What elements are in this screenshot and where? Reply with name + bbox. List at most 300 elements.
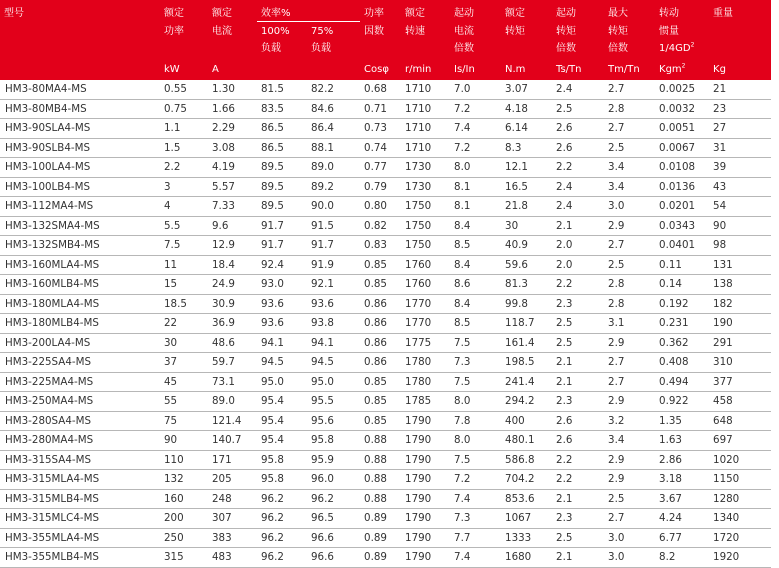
cell-eff-full-load: 89.5 <box>257 158 307 178</box>
cell-eff-75-load: 94.1 <box>307 333 360 353</box>
cell-eff-75-load: 91.5 <box>307 216 360 236</box>
cell-model: HM3-100LB4-MS <box>0 177 160 197</box>
cell-power-factor: 0.77 <box>360 158 401 178</box>
cell-inertia: 0.0136 <box>655 177 709 197</box>
cell-power-factor: 0.80 <box>360 197 401 217</box>
cell-start-torque-ratio: 2.6 <box>552 411 604 431</box>
cell-rated-speed: 1710 <box>401 99 450 119</box>
cell-power-factor: 0.85 <box>360 411 401 431</box>
cell-inertia: 0.494 <box>655 372 709 392</box>
table-row <box>0 392 771 412</box>
cell-rated-speed: 1730 <box>401 158 450 178</box>
cell-rated-power: 90 <box>160 431 208 451</box>
cell-max-torque-ratio: 3.4 <box>604 431 655 451</box>
cell-weight: 31 <box>709 138 771 158</box>
cell-power-factor: 0.73 <box>360 119 401 139</box>
cell-rated-torque: 118.7 <box>501 314 552 334</box>
cell-model: HM3-132SMB4-MS <box>0 236 160 256</box>
cell-max-torque-ratio: 2.8 <box>604 99 655 119</box>
cell-weight: 39 <box>709 158 771 178</box>
cell-rated-torque: 81.3 <box>501 275 552 295</box>
cell-rated-power: 3 <box>160 177 208 197</box>
cell-rated-current: 383 <box>208 528 257 548</box>
cell-inertia: 0.231 <box>655 314 709 334</box>
table-row <box>0 470 771 490</box>
cell-inertia: 0.0343 <box>655 216 709 236</box>
cell-power-factor: 0.85 <box>360 275 401 295</box>
unit-current: A <box>212 64 219 75</box>
cell-max-torque-ratio: 2.9 <box>604 333 655 353</box>
cell-power-factor: 0.88 <box>360 489 401 509</box>
cell-eff-75-load: 94.5 <box>307 353 360 373</box>
cell-eff-75-load: 95.0 <box>307 372 360 392</box>
cell-start-torque-ratio: 2.1 <box>552 353 604 373</box>
cell-model: HM3-280MA4-MS <box>0 431 160 451</box>
cell-start-current-ratio: 7.2 <box>450 138 501 158</box>
col-start-current-header: 起动 <box>454 8 475 19</box>
cell-model: HM3-160MLB4-MS <box>0 275 160 295</box>
col-rated-speed-header: 额定 <box>405 8 426 19</box>
unit-speed: r/min <box>405 64 432 75</box>
cell-weight: 21 <box>709 80 771 99</box>
cell-rated-current: 3.08 <box>208 138 257 158</box>
cell-weight: 697 <box>709 431 771 451</box>
cell-power-factor: 0.86 <box>360 294 401 314</box>
cell-start-torque-ratio: 2.5 <box>552 314 604 334</box>
cell-rated-speed: 1770 <box>401 294 450 314</box>
cell-start-current-ratio: 8.0 <box>450 431 501 451</box>
cell-weight: 182 <box>709 294 771 314</box>
cell-start-current-ratio: 7.2 <box>450 99 501 119</box>
cell-model: HM3-250MA4-MS <box>0 392 160 412</box>
col-eff-75-load-header: 75% <box>311 26 334 37</box>
cell-rated-power: 1.5 <box>160 138 208 158</box>
header-row-3 <box>0 39 771 56</box>
cell-eff-75-load: 92.1 <box>307 275 360 295</box>
cell-start-current-ratio: 7.5 <box>450 333 501 353</box>
table-row <box>0 255 771 275</box>
table-header <box>0 0 771 80</box>
cell-eff-full-load: 93.6 <box>257 314 307 334</box>
cell-inertia: 3.18 <box>655 470 709 490</box>
cell-start-current-ratio: 8.4 <box>450 255 501 275</box>
cell-rated-current: 483 <box>208 548 257 568</box>
cell-rated-current: 30.9 <box>208 294 257 314</box>
cell-rated-speed: 1710 <box>401 138 450 158</box>
cell-rated-torque: 241.4 <box>501 372 552 392</box>
cell-eff-75-load: 89.0 <box>307 158 360 178</box>
cell-eff-75-load: 95.8 <box>307 431 360 451</box>
cell-start-torque-ratio: 2.1 <box>552 216 604 236</box>
table-row <box>0 80 771 99</box>
cell-rated-speed: 1790 <box>401 431 450 451</box>
cell-rated-current: 140.7 <box>208 431 257 451</box>
table-row <box>0 353 771 373</box>
col-start-current-header-line3: 倍数 <box>454 43 475 54</box>
cell-eff-75-load: 93.6 <box>307 294 360 314</box>
cell-inertia: 0.0067 <box>655 138 709 158</box>
cell-max-torque-ratio: 3.4 <box>604 158 655 178</box>
col-eff-full-load-header-line2: 负载 <box>261 43 281 54</box>
cell-inertia: 0.0401 <box>655 236 709 256</box>
cell-model: HM3-225MA4-MS <box>0 372 160 392</box>
cell-weight: 1150 <box>709 470 771 490</box>
cell-rated-speed: 1780 <box>401 372 450 392</box>
col-model-header: 型号 <box>4 8 24 19</box>
cell-eff-75-load: 82.2 <box>307 80 360 99</box>
cell-power-factor: 0.88 <box>360 470 401 490</box>
cell-rated-speed: 1790 <box>401 528 450 548</box>
cell-start-current-ratio: 7.4 <box>450 489 501 509</box>
cell-eff-full-load: 86.5 <box>257 119 307 139</box>
col-inertia-header: 转动 <box>659 8 680 19</box>
cell-start-current-ratio: 8.0 <box>450 392 501 412</box>
table-row <box>0 236 771 256</box>
cell-start-torque-ratio: 2.2 <box>552 275 604 295</box>
col-eff-full-load-header: 100% <box>261 26 290 37</box>
cell-rated-current: 9.6 <box>208 216 257 236</box>
cell-model: HM3-225SA4-MS <box>0 353 160 373</box>
cell-start-torque-ratio: 2.3 <box>552 509 604 529</box>
unit-max-torque: Tm/Tn <box>608 64 640 75</box>
cell-rated-current: 171 <box>208 450 257 470</box>
cell-start-torque-ratio: 2.5 <box>552 99 604 119</box>
cell-max-torque-ratio: 2.7 <box>604 119 655 139</box>
col-rated-current-header-line2: 电流 <box>212 25 232 37</box>
cell-rated-current: 73.1 <box>208 372 257 392</box>
table-row <box>0 509 771 529</box>
cell-rated-power: 0.75 <box>160 99 208 119</box>
cell-start-torque-ratio: 2.1 <box>552 489 604 509</box>
col-max-torque-header-line3: 倍数 <box>608 43 629 54</box>
cell-power-factor: 0.85 <box>360 372 401 392</box>
cell-model: HM3-90SLA4-MS <box>0 119 160 139</box>
cell-rated-speed: 1790 <box>401 509 450 529</box>
cell-eff-75-load: 95.6 <box>307 411 360 431</box>
cell-model: HM3-132SMA4-MS <box>0 216 160 236</box>
cell-power-factor: 0.85 <box>360 255 401 275</box>
cell-inertia: 0.11 <box>655 255 709 275</box>
cell-rated-power: 250 <box>160 528 208 548</box>
cell-start-current-ratio: 7.4 <box>450 548 501 568</box>
cell-rated-power: 315 <box>160 548 208 568</box>
cell-max-torque-ratio: 2.5 <box>604 255 655 275</box>
cell-start-current-ratio: 8.1 <box>450 177 501 197</box>
cell-start-current-ratio: 7.0 <box>450 80 501 99</box>
cell-inertia: 6.77 <box>655 528 709 548</box>
cell-weight: 291 <box>709 333 771 353</box>
cell-weight: 648 <box>709 411 771 431</box>
cell-rated-current: 59.7 <box>208 353 257 373</box>
cell-power-factor: 0.68 <box>360 80 401 99</box>
cell-start-torque-ratio: 2.0 <box>552 236 604 256</box>
cell-power-factor: 0.83 <box>360 236 401 256</box>
cell-start-current-ratio: 7.3 <box>450 509 501 529</box>
cell-max-torque-ratio: 2.5 <box>604 138 655 158</box>
cell-start-torque-ratio: 2.4 <box>552 197 604 217</box>
cell-start-current-ratio: 8.5 <box>450 236 501 256</box>
col-inertia-header-line3 <box>655 39 709 56</box>
col-rated-torque-header-line2: 转矩 <box>505 25 526 37</box>
cell-max-torque-ratio: 2.7 <box>604 236 655 256</box>
cell-model: HM3-315MLB4-MS <box>0 489 160 509</box>
cell-rated-speed: 1750 <box>401 216 450 236</box>
cell-max-torque-ratio: 2.9 <box>604 450 655 470</box>
cell-rated-speed: 1775 <box>401 333 450 353</box>
cell-eff-full-load: 91.7 <box>257 216 307 236</box>
col-rated-power-header: 额定 <box>164 8 184 19</box>
cell-start-torque-ratio: 2.2 <box>552 450 604 470</box>
cell-weight: 1920 <box>709 548 771 568</box>
cell-inertia: 0.192 <box>655 294 709 314</box>
cell-rated-current: 1.66 <box>208 99 257 119</box>
cell-weight: 131 <box>709 255 771 275</box>
inertia-formula-sup: 2 <box>690 41 695 49</box>
cell-start-current-ratio: 8.5 <box>450 314 501 334</box>
cell-model: HM3-180MLA4-MS <box>0 294 160 314</box>
cell-start-current-ratio: 7.4 <box>450 119 501 139</box>
table-row <box>0 548 771 568</box>
table-row <box>0 99 771 119</box>
cell-rated-power: 5.5 <box>160 216 208 236</box>
cell-power-factor: 0.86 <box>360 314 401 334</box>
cell-max-torque-ratio: 2.7 <box>604 372 655 392</box>
cell-eff-75-load: 91.9 <box>307 255 360 275</box>
unit-inertia-sup: 2 <box>681 62 686 70</box>
cell-start-current-ratio: 7.5 <box>450 450 501 470</box>
cell-rated-speed: 1760 <box>401 275 450 295</box>
cell-inertia: 0.0032 <box>655 99 709 119</box>
cell-eff-full-load: 95.8 <box>257 470 307 490</box>
cell-eff-full-load: 92.4 <box>257 255 307 275</box>
cell-model: HM3-90SLB4-MS <box>0 138 160 158</box>
cell-rated-speed: 1770 <box>401 314 450 334</box>
cell-start-current-ratio: 7.8 <box>450 411 501 431</box>
cell-rated-current: 24.9 <box>208 275 257 295</box>
cell-eff-75-load: 96.2 <box>307 489 360 509</box>
unit-start-torque: Ts/Tn <box>556 64 582 75</box>
cell-rated-power: 55 <box>160 392 208 412</box>
cell-rated-torque: 161.4 <box>501 333 552 353</box>
cell-weight: 310 <box>709 353 771 373</box>
col-rated-current-header: 额定 <box>212 8 232 19</box>
cell-power-factor: 0.79 <box>360 177 401 197</box>
cell-eff-75-load: 90.0 <box>307 197 360 217</box>
cell-rated-power: 15 <box>160 275 208 295</box>
cell-rated-speed: 1790 <box>401 470 450 490</box>
col-power-factor-header: 功率 <box>364 8 385 19</box>
col-start-current-header-line2: 电流 <box>454 25 475 37</box>
cell-weight: 1720 <box>709 528 771 548</box>
cell-model: HM3-315SA4-MS <box>0 450 160 470</box>
cell-weight: 27 <box>709 119 771 139</box>
table-row <box>0 197 771 217</box>
cell-rated-torque: 1067 <box>501 509 552 529</box>
cell-max-torque-ratio: 3.0 <box>604 197 655 217</box>
cell-start-current-ratio: 8.4 <box>450 294 501 314</box>
table-row <box>0 314 771 334</box>
table-row <box>0 177 771 197</box>
cell-rated-current: 205 <box>208 470 257 490</box>
cell-power-factor: 0.86 <box>360 333 401 353</box>
cell-rated-speed: 1710 <box>401 80 450 99</box>
table-row <box>0 489 771 509</box>
cell-rated-speed: 1750 <box>401 197 450 217</box>
cell-max-torque-ratio: 2.7 <box>604 509 655 529</box>
cell-weight: 138 <box>709 275 771 295</box>
unit-torque: N.m <box>505 64 526 75</box>
col-eff-75-load-header-line2: 负载 <box>311 43 331 54</box>
cell-model: HM3-200LA4-MS <box>0 333 160 353</box>
cell-inertia: 1.35 <box>655 411 709 431</box>
cell-weight: 23 <box>709 99 771 119</box>
cell-weight: 90 <box>709 216 771 236</box>
cell-inertia: 0.0108 <box>655 158 709 178</box>
table-row <box>0 216 771 236</box>
cell-max-torque-ratio: 2.8 <box>604 275 655 295</box>
cell-max-torque-ratio: 2.9 <box>604 470 655 490</box>
col-rated-speed-header-line2: 转速 <box>405 25 426 37</box>
cell-eff-full-load: 83.5 <box>257 99 307 119</box>
cell-inertia: 4.24 <box>655 509 709 529</box>
cell-weight: 54 <box>709 197 771 217</box>
cell-rated-torque: 8.3 <box>501 138 552 158</box>
cell-weight: 98 <box>709 236 771 256</box>
cell-inertia: 0.408 <box>655 353 709 373</box>
cell-max-torque-ratio: 3.0 <box>604 528 655 548</box>
cell-max-torque-ratio: 2.9 <box>604 392 655 412</box>
cell-rated-speed: 1730 <box>401 177 450 197</box>
cell-eff-75-load: 95.9 <box>307 450 360 470</box>
cell-rated-speed: 1760 <box>401 255 450 275</box>
cell-rated-power: 1.1 <box>160 119 208 139</box>
col-inertia-header-line2: 惯量 <box>659 25 680 37</box>
cell-inertia: 0.362 <box>655 333 709 353</box>
col-max-torque-header-line2: 转矩 <box>608 25 629 37</box>
header-row-1 <box>0 0 771 22</box>
cell-inertia: 0.0051 <box>655 119 709 139</box>
cell-eff-full-load: 95.4 <box>257 392 307 412</box>
cell-eff-full-load: 95.4 <box>257 431 307 451</box>
cell-rated-torque: 99.8 <box>501 294 552 314</box>
table-row <box>0 294 771 314</box>
cell-eff-full-load: 86.5 <box>257 138 307 158</box>
cell-inertia: 0.0025 <box>655 80 709 99</box>
cell-rated-torque: 294.2 <box>501 392 552 412</box>
table-row <box>0 158 771 178</box>
cell-power-factor: 0.88 <box>360 431 401 451</box>
header-row-2 <box>0 22 771 40</box>
cell-model: HM3-100LA4-MS <box>0 158 160 178</box>
cell-weight: 1280 <box>709 489 771 509</box>
cell-rated-power: 75 <box>160 411 208 431</box>
cell-start-torque-ratio: 2.0 <box>552 255 604 275</box>
cell-start-torque-ratio: 2.6 <box>552 431 604 451</box>
col-power-factor-header-line2: 因数 <box>364 25 385 37</box>
cell-rated-power: 30 <box>160 333 208 353</box>
cell-start-current-ratio: 7.3 <box>450 353 501 373</box>
table-row <box>0 450 771 470</box>
cell-rated-torque: 3.07 <box>501 80 552 99</box>
cell-rated-power: 160 <box>160 489 208 509</box>
cell-start-torque-ratio: 2.4 <box>552 80 604 99</box>
cell-rated-torque: 586.8 <box>501 450 552 470</box>
col-rated-torque-header: 额定 <box>505 8 526 19</box>
cell-start-current-ratio: 7.5 <box>450 372 501 392</box>
cell-eff-75-load: 86.4 <box>307 119 360 139</box>
cell-eff-full-load: 95.4 <box>257 411 307 431</box>
cell-rated-current: 4.19 <box>208 158 257 178</box>
cell-inertia: 0.922 <box>655 392 709 412</box>
cell-eff-full-load: 94.1 <box>257 333 307 353</box>
table-row <box>0 411 771 431</box>
cell-start-torque-ratio: 2.4 <box>552 177 604 197</box>
cell-rated-torque: 30 <box>501 216 552 236</box>
cell-rated-torque: 480.1 <box>501 431 552 451</box>
cell-eff-75-load: 96.6 <box>307 528 360 548</box>
cell-power-factor: 0.89 <box>360 528 401 548</box>
cell-rated-current: 7.33 <box>208 197 257 217</box>
inertia-formula: 1/4GD <box>659 43 691 54</box>
table-row <box>0 119 771 139</box>
col-weight-header: 重量 <box>713 8 734 19</box>
cell-start-current-ratio: 8.6 <box>450 275 501 295</box>
cell-rated-torque: 1680 <box>501 548 552 568</box>
cell-eff-75-load: 88.1 <box>307 138 360 158</box>
cell-rated-torque: 6.14 <box>501 119 552 139</box>
unit-weight: Kg <box>713 64 726 75</box>
cell-eff-full-load: 95.8 <box>257 450 307 470</box>
cell-max-torque-ratio: 3.4 <box>604 177 655 197</box>
cell-eff-full-load: 93.0 <box>257 275 307 295</box>
cell-rated-speed: 1790 <box>401 548 450 568</box>
cell-model: HM3-180MLB4-MS <box>0 314 160 334</box>
cell-start-torque-ratio: 2.5 <box>552 528 604 548</box>
cell-eff-full-load: 95.0 <box>257 372 307 392</box>
cell-rated-speed: 1790 <box>401 489 450 509</box>
cell-start-torque-ratio: 2.3 <box>552 392 604 412</box>
cell-rated-power: 2.2 <box>160 158 208 178</box>
table-row <box>0 138 771 158</box>
cell-rated-power: 200 <box>160 509 208 529</box>
cell-start-torque-ratio: 2.3 <box>552 294 604 314</box>
cell-rated-current: 18.4 <box>208 255 257 275</box>
cell-start-torque-ratio: 2.6 <box>552 138 604 158</box>
cell-model: HM3-315MLC4-MS <box>0 509 160 529</box>
cell-inertia: 1.63 <box>655 431 709 451</box>
unit-inertia-base: Kgm <box>659 64 682 75</box>
cell-power-factor: 0.88 <box>360 450 401 470</box>
cell-model: HM3-112MA4-MS <box>0 197 160 217</box>
cell-max-torque-ratio: 2.5 <box>604 489 655 509</box>
cell-inertia: 0.0201 <box>655 197 709 217</box>
cell-max-torque-ratio: 3.2 <box>604 411 655 431</box>
cell-rated-torque: 21.8 <box>501 197 552 217</box>
cell-rated-current: 121.4 <box>208 411 257 431</box>
cell-rated-current: 307 <box>208 509 257 529</box>
cell-model: HM3-355MLB4-MS <box>0 548 160 568</box>
cell-start-torque-ratio: 2.5 <box>552 333 604 353</box>
cell-eff-75-load: 96.6 <box>307 548 360 568</box>
cell-rated-torque: 59.6 <box>501 255 552 275</box>
cell-rated-torque: 40.9 <box>501 236 552 256</box>
table-row <box>0 431 771 451</box>
cell-eff-full-load: 96.2 <box>257 548 307 568</box>
cell-eff-75-load: 96.5 <box>307 509 360 529</box>
cell-model: HM3-315MLA4-MS <box>0 470 160 490</box>
cell-rated-speed: 1785 <box>401 392 450 412</box>
table-row <box>0 372 771 392</box>
